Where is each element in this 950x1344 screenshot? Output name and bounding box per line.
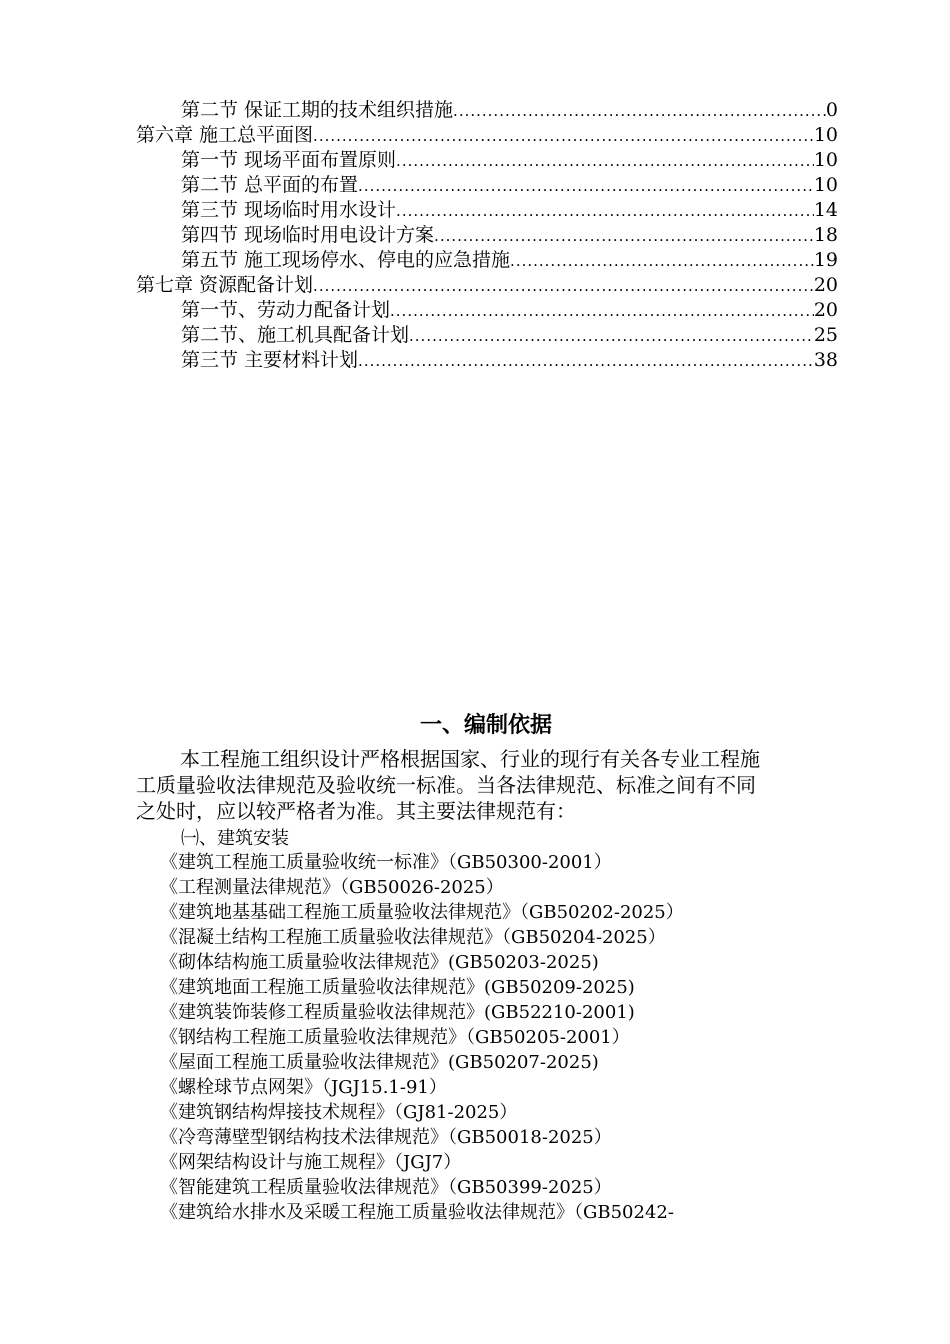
toc-leader-dots	[313, 274, 814, 299]
list-item: 《建筑钢结构焊接技术规程》（GJ81-2025）	[160, 1102, 518, 1123]
list-item: 《智能建筑工程质量验收法律规范》（GB50399-2025）	[160, 1177, 612, 1198]
list-item: 《建筑工程施工质量验收统一标准》（GB50300-2001）	[160, 852, 612, 873]
subheading: ㈠、建筑安装	[181, 828, 289, 849]
compilation-basis-section	[0, 710, 950, 742]
toc-entry-page: 10	[813, 174, 838, 196]
list-item: 《网架结构设计与施工规程》（JGJ7）	[160, 1152, 462, 1173]
toc-entry[interactable]	[0, 173, 950, 198]
section-heading: 一、编制依据	[419, 713, 552, 738]
toc-leader-dots	[358, 349, 814, 374]
list-item: 《工程测量法律规范》（GB50026-2025）	[160, 877, 504, 898]
toc-leader-dots	[434, 224, 814, 249]
toc-entry-page: 14	[813, 199, 838, 221]
toc-entry-page: 20	[813, 274, 838, 296]
toc-entry-page: 10	[813, 124, 838, 146]
toc-entry[interactable]	[0, 273, 950, 298]
toc-entry-page: 18	[813, 224, 838, 246]
list-item: 《建筑地基基础工程施工质量验收法律规范》（GB50202-2025）	[160, 902, 684, 923]
toc-entry[interactable]	[0, 248, 950, 273]
list-item: 《冷弯薄壁型钢结构技术法律规范》（GB50018-2025）	[160, 1127, 612, 1148]
list-item: 《螺栓球节点网架》（JGJ15.1-91）	[160, 1077, 447, 1098]
toc-entry-page: 25	[813, 324, 838, 346]
toc-entry[interactable]	[0, 323, 950, 348]
toc-entry[interactable]	[0, 123, 950, 148]
toc-entry-title: 第三节 主要材料计划	[181, 349, 359, 371]
paragraph-line: 工质量验收法律规范及验收统一标准。当各法律规范、标准之间有不同	[136, 773, 756, 797]
toc-entry[interactable]	[0, 98, 950, 123]
toc-entry-title: 第二节、施工机具配备计划	[181, 324, 410, 346]
toc-entry-title: 第三节 现场临时用水设计	[181, 199, 397, 221]
toc-entry-title: 第六章 施工总平面图	[136, 124, 314, 146]
list-item: 《建筑装饰装修工程质量验收法律规范》(GB52210-2001)	[160, 1002, 635, 1023]
list-item: 《建筑给水排水及采暖工程施工质量验收法律规范》（GB50242-	[160, 1202, 674, 1223]
list-item: 《混凝土结构工程施工质量验收法律规范》（GB50204-2025）	[160, 927, 666, 948]
toc-leader-dots	[409, 324, 814, 349]
list-item: 《屋面工程施工质量验收法律规范》(GB50207-2025)	[160, 1052, 599, 1073]
toc-entry-page: 19	[813, 249, 838, 271]
intro-paragraph	[136, 746, 836, 824]
list-item: 《钢结构工程施工质量验收法律规范》（GB50205-2001）	[160, 1027, 630, 1048]
toc-leader-dots	[510, 249, 814, 274]
toc-entry-title: 第二节 总平面的布置	[181, 174, 359, 196]
toc-entry-page: 0	[825, 99, 838, 121]
list-item: 《砌体结构施工质量验收法律规范》(GB50203-2025)	[160, 952, 599, 973]
toc-entry[interactable]	[0, 198, 950, 223]
toc-leader-dots	[358, 174, 814, 199]
toc-entry-title: 第二节 保证工期的技术组织措施	[181, 99, 454, 121]
paragraph-line: 本工程施工组织设计严格根据国家、行业的现行有关各专业工程施	[180, 747, 760, 771]
toc-entry-title: 第一节 现场平面布置原则	[181, 149, 397, 171]
toc-entry[interactable]	[0, 348, 950, 373]
toc-entry-title: 第五节 施工现场停水、停电的应急措施	[181, 249, 511, 271]
toc-entry-title: 第一节、劳动力配备计划	[181, 299, 391, 321]
standards-list	[160, 850, 850, 1225]
toc-entry-page: 20	[813, 299, 838, 321]
paragraph-line: 之处时，应以较严格者为准。其主要法律规范有：	[136, 799, 576, 823]
toc-entry[interactable]	[0, 223, 950, 248]
toc-entry[interactable]	[0, 148, 950, 173]
toc-leader-dots	[396, 199, 814, 224]
toc-entry[interactable]	[0, 298, 950, 323]
toc-entry-title: 第七章 资源配备计划	[136, 274, 314, 296]
toc-leader-dots	[396, 149, 814, 174]
toc-entry-page: 10	[813, 149, 838, 171]
toc-entry-page: 38	[813, 349, 838, 371]
toc-leader-dots	[390, 299, 814, 324]
table-of-contents	[0, 98, 950, 373]
toc-leader-dots	[313, 124, 814, 149]
toc-leader-dots	[453, 99, 826, 124]
list-item: 《建筑地面工程施工质量验收法律规范》(GB50209-2025)	[160, 977, 635, 998]
toc-entry-title: 第四节 现场临时用电设计方案	[181, 224, 435, 246]
